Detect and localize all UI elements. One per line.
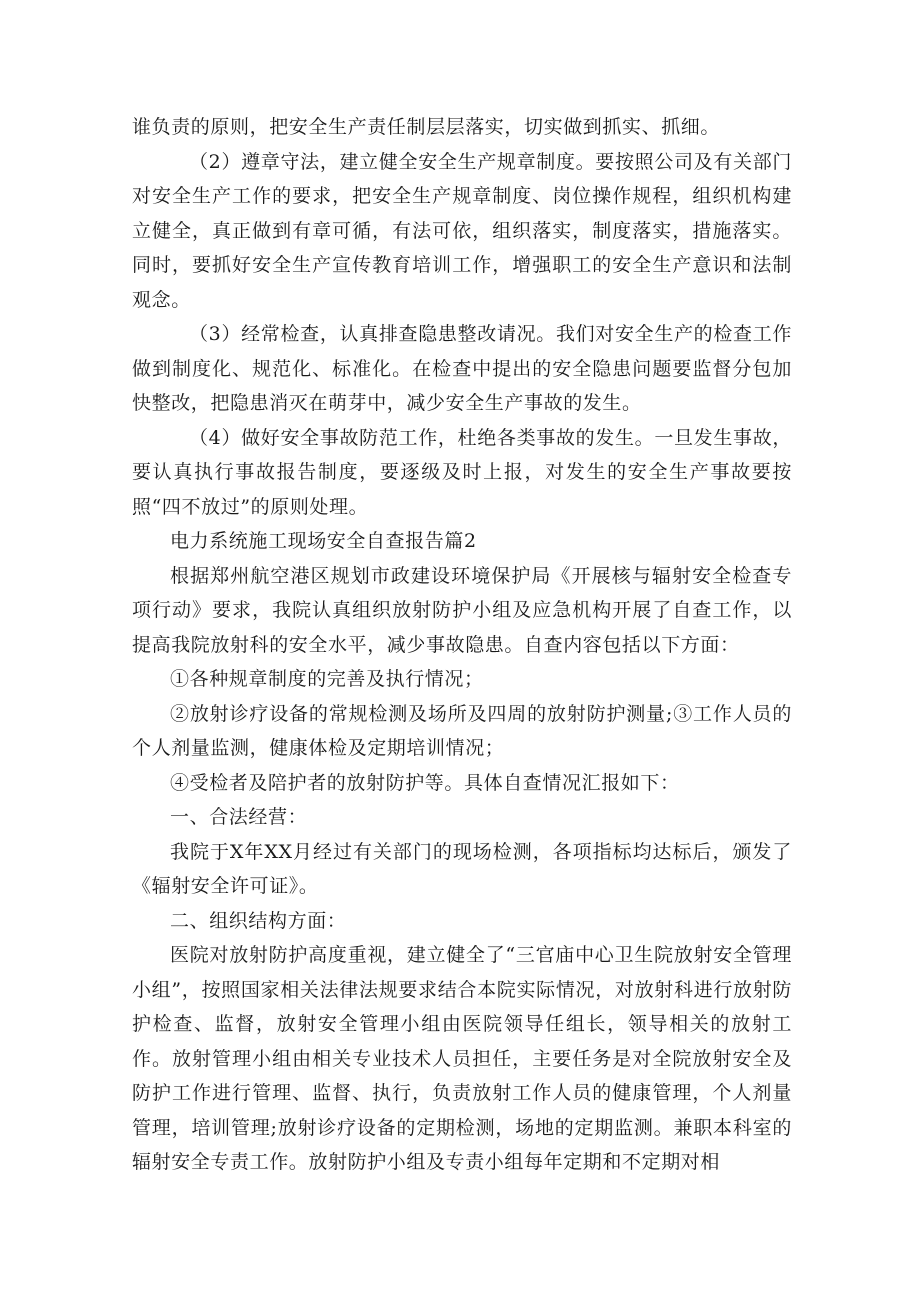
list-item-1: ①各种规章制度的完善及执行情况； bbox=[170, 668, 484, 690]
list-item-2-3: ②放射诊疗设备的常规检测及场所及四周的放射防护测量;③工作人员的个人剂量监测，健康体检及定期培训情况； bbox=[132, 702, 792, 759]
paragraph-intro: 根据郑州航空港区规划市政建设环境保护局《开展核与辐射安全检查专项行动》要求，我院认真组织放射防护小组及应急机构开展了自查工作，以提高我院放射科的安全水平，减少事故隐患。自查内容包括以下方面： bbox=[132, 564, 792, 656]
paragraph-organization: 医院对放射防护高度重视，建立健全了“三官庙中心卫生院放射安全管理小组”，按照国家相关法律法规要求结合本院实际情况，对放射科进行放射防护检查、监督，放射安全管理小组由医院领导任组长，领导相关的放射工作。放射管理小组由相关专业技术人员担任，主要任务是对全院放射安全及防护工作进行管理、监督、执行，负责放射工作人员的健康管理，个人剂量管理，培训管理;放射诊疗设备的定期检测，场地的定期监测。兼职本科室的辐射安全专责工作。放射防护小组及专责小组每年定期和不定期对相 bbox=[132, 944, 792, 1173]
document-page bbox=[132, 110, 792, 1180]
list-item-4: ④受检者及陪护者的放射防护等。具体自查情况汇报如下： bbox=[170, 771, 680, 794]
paragraph-item-2: （2）遵章守法，建立健全安全生产规章制度。要按照公司及有关部门对安全生产工作的要求，把安全生产规章制度、岗位操作规程，组织机构建立健全，真正做到有章可循，有法可依，组织落实，制度落实，措施落实。同时，要抓好安全生产宣传教育培训工作，增强职工的安全生产意识和法制观念。 bbox=[132, 150, 792, 311]
paragraph-continuation: 谁负责的原则，把安全生产责任制层层落实，切实做到抓实、抓细。 bbox=[132, 116, 721, 138]
paragraph-legal: 我院于X年XX月经过有关部门的现场检测，各项指标均达标后，颁发了《辐射安全许可证》。 bbox=[132, 840, 792, 897]
paragraph-item-3: （3）经常检查，认真排查隐患整改请况。我们对安全生产的检查工作做到制度化、规范化、标准化。在检查中提出的安全隐患问题要监督分包加快整改，把隐患消灭在萌芽中，减少安全生产事故的发生。 bbox=[132, 323, 792, 414]
section-heading-report-2: 电力系统施工现场安全自查报告篇2 bbox=[170, 530, 477, 552]
paragraph-item-4: （4）做好安全事故防范工作，杜绝各类事故的发生。一旦发生事故，要认真执行事故报告制度，要逐级及时上报，对发生的安全生产事故要按照“四不放过”的原则处理。 bbox=[132, 426, 792, 518]
section-heading-organization: 二、组织结构方面： bbox=[170, 909, 347, 932]
section-heading-legal: 一、合法经营： bbox=[170, 806, 308, 828]
